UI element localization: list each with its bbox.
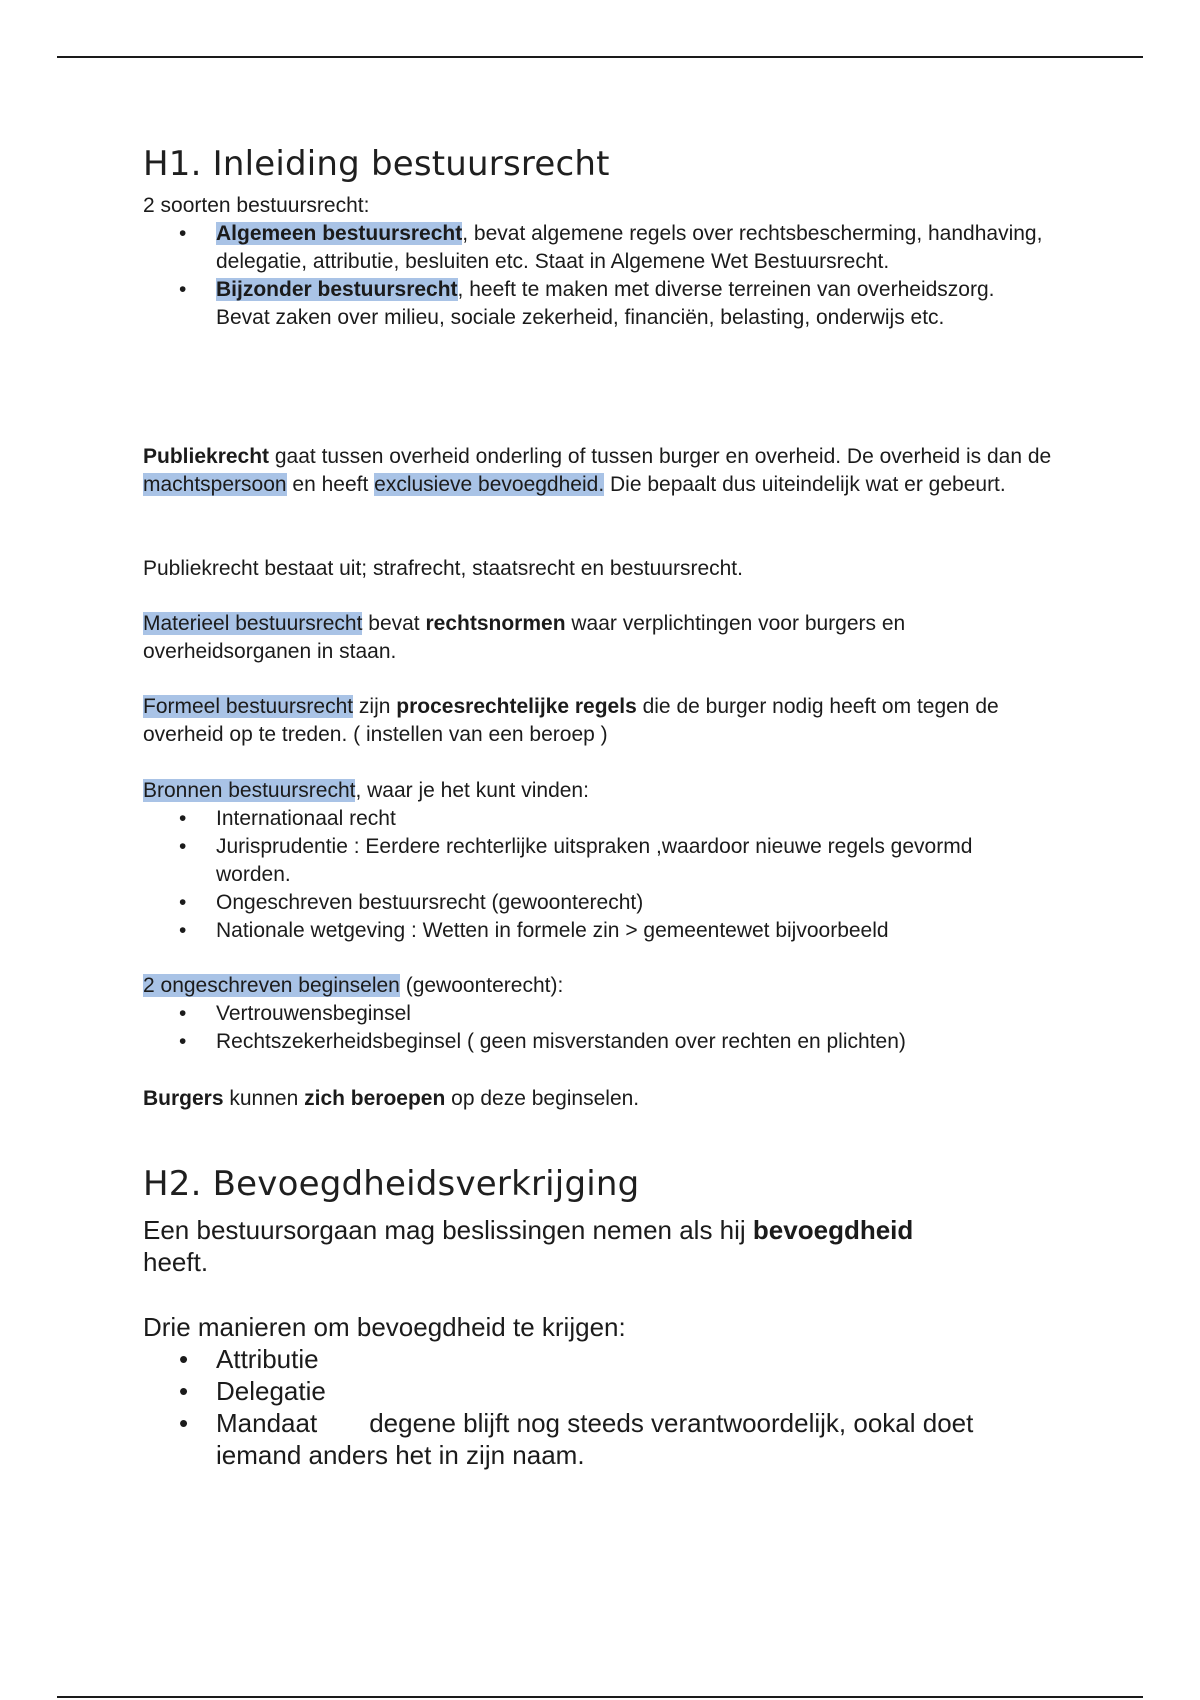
list-item: • Delegatie xyxy=(143,1375,1043,1407)
manieren-paragraph: Drie manieren om bevoegdheid te krijgen: xyxy=(143,1312,626,1342)
top-rule xyxy=(57,56,1143,58)
formeel-paragraph: Formeel bestuursrecht zijn procesrechtelijke regels die de burger nodig heeft om tegen de overheid op te treden. ( instellen van een beroep ) xyxy=(143,695,999,746)
bronnen-list xyxy=(143,805,1003,945)
burgers-paragraph: Burgers kunnen zich beroepen op deze beginselen. xyxy=(143,1087,640,1110)
bottom-rule xyxy=(57,1696,1143,1698)
heading-h2: H2. Bevoegdheidsverkrijging xyxy=(143,1164,640,1204)
list-item: • Ongeschreven bestuursrecht (gewoonterecht) xyxy=(143,889,1003,917)
publiekrecht-bestaat-paragraph: Publiekrecht bestaat uit; strafrecht, staatsrecht en bestuursrecht. xyxy=(143,557,743,580)
intro-text: 2 soorten bestuursrecht: xyxy=(143,194,370,217)
list-item: • Internationaal recht xyxy=(143,805,1003,833)
list-item: • Nationale wetgeving : Wetten in formele zin > gemeentewet bijvoorbeeld xyxy=(143,917,1003,945)
list-item: • Vertrouwensbeginsel xyxy=(143,1000,1063,1028)
manieren-list xyxy=(143,1343,1043,1471)
heading-h1: H1. Inleiding bestuursrecht xyxy=(143,144,610,184)
list-item: • Bijzonder bestuursrecht, heeft te maken met diverse terreinen van overheidszorg. Bevat zaken over milieu, sociale zekerheid, financiën, belasting, onderwijs etc. xyxy=(143,276,1043,332)
list-item: • Jurisprudentie : Eerdere rechterlijke uitspraken ,waardoor nieuwe regels gevormd worden. xyxy=(143,833,1003,889)
publiekrecht-paragraph: Publiekrecht gaat tussen overheid onderling of tussen burger en overheid. De overheid is dan de machtspersoon en heeft exclusieve bevoegdheid. Die bepaalt dus uiteindelijk wat er gebeurt. xyxy=(143,445,1052,496)
materieel-paragraph: Materieel bestuursrecht bevat rechtsnormen waar verplichtingen voor burgers en overheidsorganen in staan. xyxy=(143,612,906,663)
list-item: • Attributie xyxy=(143,1343,1043,1375)
kinds-list xyxy=(143,220,1043,332)
bevoegdheid-paragraph: Een bestuursorgaan mag beslissingen nemen als hij bevoegdheid heeft. xyxy=(143,1215,914,1277)
bronnen-paragraph: Bronnen bestuursrecht, waar je het kunt vinden: xyxy=(143,779,589,802)
beginselen-paragraph: 2 ongeschreven beginselen (gewoonterecht): xyxy=(143,974,564,997)
beginselen-list xyxy=(143,1000,1063,1056)
list-item: • Rechtszekerheidsbeginsel ( geen misverstanden over rechten en plichten) xyxy=(143,1028,1063,1056)
highlight-term: Bijzonder bestuursrecht xyxy=(216,278,458,301)
list-item: • Algemeen bestuursrecht, bevat algemene regels over rechtsbescherming, handhaving, delegatie, attributie, besluiten etc. Staat in Algemene Wet Bestuursrecht. xyxy=(143,220,1043,276)
list-item: • Mandaat degene blijft nog steeds verantwoordelijk, ookal doet iemand anders het in zijn naam. xyxy=(143,1407,1043,1471)
highlight-term: Algemeen bestuursrecht xyxy=(216,222,463,245)
